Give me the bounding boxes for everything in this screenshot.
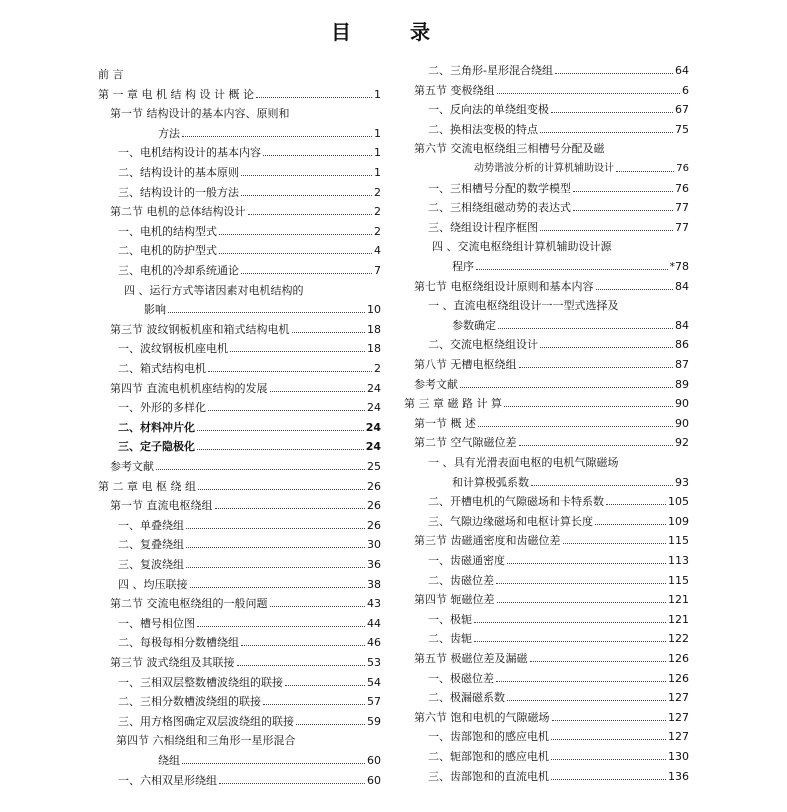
leader-dots <box>474 622 666 623</box>
leader-dots <box>186 567 365 568</box>
toc-entry <box>96 515 381 532</box>
toc-entry-label: 第 一 章 电 机 结 构 设 计 概 论 <box>98 87 254 101</box>
toc-entry <box>404 80 689 97</box>
toc-entry-label: 二、极漏磁系数 <box>428 691 505 705</box>
toc-entry-label: 第 二 章 电 枢 绕 组 <box>98 479 196 493</box>
toc-entry-label: 一、三相双层整数槽波绕组的联接 <box>118 675 283 689</box>
toc-entry <box>96 142 381 159</box>
leader-dots <box>504 406 673 407</box>
toc-entry-label: 参考文献 <box>110 460 154 473</box>
leader-dots <box>197 449 364 450</box>
toc-entry-page: 127 <box>668 710 689 724</box>
leader-dots <box>237 665 366 666</box>
leader-dots <box>507 563 666 564</box>
toc-entry <box>96 456 381 473</box>
toc-entry <box>404 413 689 430</box>
toc-entry-page: 109 <box>668 514 689 528</box>
leader-dots <box>186 547 365 548</box>
leader-dots <box>474 641 666 642</box>
toc-entry-page: 18 <box>367 342 381 356</box>
toc-entry-label: 第五节 极磁位差及漏磁 <box>414 652 528 665</box>
toc-entry-page: 36 <box>367 558 381 571</box>
toc-entry-page: 2 <box>374 224 381 238</box>
leader-dots <box>552 720 667 721</box>
toc-entry-label: 绕组 <box>158 754 180 767</box>
toc-entry <box>404 374 689 391</box>
toc-entry-page: 24 <box>367 381 381 395</box>
leader-dots <box>270 391 366 392</box>
leader-dots <box>197 430 364 431</box>
toc-entry-label: 一、槽号相位图 <box>118 616 195 630</box>
toc-entry <box>404 334 689 351</box>
leader-dots <box>241 273 372 274</box>
toc-entry-label: 三、气隙边缘磁场和电枢计算长度 <box>428 514 593 528</box>
toc-entry <box>404 393 689 410</box>
toc-entry-label: 四 、运行方式等诸因素对电机结构的 <box>124 283 304 297</box>
toc-entry <box>404 707 689 724</box>
toc-entry-label: 第五节 变极绕组 <box>414 83 495 97</box>
leader-dots <box>285 685 365 686</box>
toc-entry-page: 18 <box>367 322 381 336</box>
toc-entry-page: *78 <box>669 260 689 273</box>
toc-entry-page: 127 <box>668 730 689 744</box>
toc-entry <box>404 628 689 645</box>
leader-dots <box>497 93 681 94</box>
toc-entry <box>96 338 381 355</box>
toc-entry-label: 一、极磁位差 <box>428 671 494 685</box>
toc-entry <box>404 452 689 469</box>
toc-entry <box>96 436 381 453</box>
toc-entry <box>404 119 689 136</box>
toc-entry-label: 三、定子隐极化 <box>118 440 195 454</box>
toc-entry <box>404 138 689 155</box>
toc-entry <box>96 319 381 336</box>
toc-entry-label: 一、外形的多样化 <box>118 401 206 415</box>
toc-entry-page: 1 <box>374 126 381 140</box>
toc-entry-label: 第七节 电枢绕组设计原则和基本内容 <box>414 279 594 293</box>
toc-entry <box>96 84 381 101</box>
toc-entry-page: 4 <box>374 244 381 258</box>
leader-dots <box>186 528 365 529</box>
leader-dots <box>530 661 667 662</box>
leader-dots <box>263 155 372 156</box>
leader-dots <box>182 136 372 137</box>
leader-dots <box>182 763 365 764</box>
leader-dots <box>230 351 365 352</box>
toc-entry-page: 76 <box>675 181 689 195</box>
toc-entry-label: 第 三 章 磁 路 计 算 <box>404 397 502 411</box>
page-title: 目 录 <box>331 20 456 44</box>
toc-entry-label: 二、电机的防护型式 <box>118 244 217 258</box>
toc-entry-label: 二、三相绕组磁动势的表达式 <box>428 201 571 215</box>
toc-entry <box>404 570 689 587</box>
leader-dots <box>555 73 673 74</box>
toc-entry <box>96 476 381 493</box>
toc-entry-page: 44 <box>367 616 381 630</box>
leader-dots <box>551 739 666 740</box>
toc-entry <box>96 632 381 649</box>
toc-entry-label: 二、轭部饱和的感应电机 <box>428 750 549 763</box>
toc-entry-label: 一、电机的结构型式 <box>118 224 217 238</box>
toc-entry-label: 第一节 结构设计的基本内容、原则和 <box>110 107 290 121</box>
toc-entry-label: 一、齿部饱和的感应电机 <box>428 730 549 744</box>
toc-entry <box>96 711 381 728</box>
toc-entry <box>96 672 381 689</box>
toc-entry-label: 二、三角形-星形混合绕组 <box>428 64 553 77</box>
toc-entry-label: 一 、具有光滑表面电枢的电机气隙磁场 <box>428 456 619 469</box>
leader-dots <box>507 700 666 701</box>
toc-entry-label: 二、三相分数槽波绕组的联接 <box>118 695 261 709</box>
toc-entry-page: 75 <box>675 122 689 136</box>
toc-entry-page: 92 <box>675 436 689 450</box>
toc-entry <box>96 534 381 551</box>
toc-entry <box>404 746 689 763</box>
toc-entry <box>404 158 689 175</box>
leader-dots <box>241 195 372 196</box>
toc-entry-label: 二、箱式结构电机 <box>118 362 206 375</box>
toc-entry <box>404 197 689 214</box>
leader-dots <box>197 626 365 627</box>
toc-entry <box>96 378 381 395</box>
toc-entry <box>404 295 689 312</box>
toc-entry <box>96 260 381 277</box>
leader-dots <box>208 410 365 411</box>
toc-entry-page: 54 <box>367 675 381 689</box>
leader-dots <box>296 724 365 725</box>
toc-entry-page: 67 <box>675 103 689 117</box>
toc-entry-label: 程序 <box>452 260 474 273</box>
toc-entry-label: 第六节 交流电枢绕组三相槽号分配及磁 <box>414 142 605 156</box>
toc-entry <box>96 358 381 375</box>
toc-entry <box>96 554 381 571</box>
toc-entry <box>404 687 689 704</box>
leader-dots <box>263 704 365 705</box>
toc-entry-label: 二、交流电枢绕组设计 <box>428 338 538 352</box>
leader-dots <box>476 269 668 270</box>
leader-dots <box>460 387 673 388</box>
toc-entry-page: 53 <box>367 656 381 669</box>
leader-dots <box>573 191 673 192</box>
toc-entry-label: 二、换相法变极的特点 <box>428 122 538 136</box>
toc-entry-label: 一、极轭 <box>428 612 472 626</box>
leader-dots <box>595 524 666 525</box>
toc-entry-label: 第一节 直流电枢绕组 <box>110 499 213 513</box>
toc-entry-page: 115 <box>668 534 689 548</box>
toc-entry-label: 方法 <box>158 126 180 140</box>
toc-entry-label: 二、齿轭 <box>428 632 472 646</box>
toc-entry-page: 126 <box>668 652 689 665</box>
toc-entry-label: 二、材料冲片化 <box>118 420 195 434</box>
toc-entry <box>96 750 381 767</box>
toc-entry <box>96 240 381 257</box>
toc-entry <box>404 178 689 195</box>
toc-entry-label: 参考文献 <box>414 377 458 391</box>
toc-entry-page: 77 <box>675 220 689 234</box>
toc-entry-page: 87 <box>675 358 689 371</box>
leader-dots <box>498 328 673 329</box>
toc-entry <box>96 182 381 199</box>
toc-entry-page: 93 <box>675 475 689 489</box>
toc-entry-page: 84 <box>675 318 689 332</box>
leader-dots <box>219 234 372 235</box>
toc-entry <box>404 472 689 489</box>
toc-entry <box>96 593 381 610</box>
toc-entry <box>96 495 381 512</box>
toc-entry <box>404 354 689 371</box>
leader-dots <box>540 230 673 231</box>
toc-entry <box>404 217 689 234</box>
toc-entry-label: 影响 <box>144 303 166 317</box>
toc-entry-label: 三、绕组设计程序框图 <box>428 220 538 234</box>
leader-dots <box>241 175 372 176</box>
toc-entry-page: 1 <box>374 146 381 160</box>
toc-entry-page: 122 <box>668 632 689 646</box>
toc-entry-page: 6 <box>682 83 689 97</box>
leader-dots <box>551 779 666 780</box>
toc-entry-label: 二、每极每相分数槽绕组 <box>118 636 239 650</box>
toc-entry <box>96 123 381 140</box>
toc-entry-page: 59 <box>367 714 381 728</box>
leader-dots <box>270 606 366 607</box>
toc-entry <box>404 766 689 783</box>
toc-entry <box>404 315 689 332</box>
leader-dots <box>496 681 666 682</box>
toc-entry-page: 10 <box>367 303 381 317</box>
toc-entry-label: 一、齿磁通密度 <box>428 554 505 567</box>
toc-entry <box>96 221 381 238</box>
leader-dots <box>551 759 666 760</box>
toc-entry <box>96 64 381 81</box>
leader-dots <box>573 210 673 211</box>
toc-entry-page: 43 <box>367 597 381 611</box>
toc-entry-page: 90 <box>675 397 689 411</box>
toc-entry-label: 二、齿磁位差 <box>428 573 494 587</box>
toc-entry-label: 一、反向法的单绕组变极 <box>428 103 549 117</box>
toc-entry <box>404 530 689 547</box>
toc-entry <box>404 99 689 116</box>
toc-entry-page: 24 <box>365 440 381 454</box>
toc-entry-page: 38 <box>367 577 381 591</box>
toc-entry-page: 130 <box>668 750 689 763</box>
toc-entry-label: 二、结构设计的基本原则 <box>118 166 239 179</box>
toc-entry-label: 前 言 <box>98 68 124 81</box>
toc-entry-label: 一、六相双星形绕组 <box>118 773 217 787</box>
toc-entry-label: 和计算极弧系数 <box>452 475 529 489</box>
leader-dots <box>496 583 666 584</box>
toc-entry <box>404 668 689 685</box>
toc-entry <box>96 299 381 316</box>
toc-entry-label: 三、结构设计的一般方法 <box>118 185 239 199</box>
toc-entry-label: 二、开槽电机的气隙磁场和卡特系数 <box>428 495 604 509</box>
toc-entry-label: 第二节 空气隙磁位差 <box>414 436 517 450</box>
toc-entry-page: 1 <box>374 87 381 101</box>
toc-entry-label: 第二节 电机的总体结构设计 <box>110 205 246 219</box>
toc-entry-page: 77 <box>675 201 689 215</box>
toc-entry-label: 第二节 交流电枢绕组的一般问题 <box>110 597 268 611</box>
toc-entry <box>404 511 689 528</box>
toc-entry-page: 127 <box>668 691 689 705</box>
toc-entry-page: 24 <box>367 401 381 415</box>
toc-entry-page: 60 <box>367 773 381 787</box>
toc-entry-page: 1 <box>374 166 381 179</box>
toc-entry <box>96 613 381 630</box>
leader-dots <box>190 587 366 588</box>
leader-dots <box>156 469 365 470</box>
toc-entry <box>96 574 381 591</box>
leader-dots <box>219 783 365 784</box>
leader-dots <box>292 332 366 333</box>
toc-entry-page: 121 <box>668 593 689 607</box>
toc-entry-page: 84 <box>675 279 689 293</box>
toc-entry-label: 第八节 无槽电枢绕组 <box>414 358 517 371</box>
toc-entry <box>404 550 689 567</box>
toc-entry <box>96 162 381 179</box>
toc-entry <box>404 256 689 273</box>
toc-entry <box>96 730 381 747</box>
toc-entry-label: 第三节 波式绕组及其联接 <box>110 656 235 669</box>
leader-dots <box>208 371 372 372</box>
toc-entry <box>404 609 689 626</box>
leader-dots <box>478 426 673 427</box>
toc-entry-page: 2 <box>374 185 381 199</box>
toc-entry-label: 一 、直流电枢绕组设计一一型式选择及 <box>428 299 619 313</box>
toc-entry-label: 一、单叠绕组 <box>118 518 184 532</box>
toc-entry-page: 90 <box>675 416 689 430</box>
leader-dots <box>215 508 366 509</box>
toc-entry <box>404 726 689 743</box>
toc-entry <box>404 432 689 449</box>
toc-entry-page: 115 <box>668 573 689 587</box>
toc-entry <box>96 280 381 297</box>
leader-dots <box>540 132 673 133</box>
leader-dots <box>248 214 373 215</box>
toc-entry-page: 60 <box>367 754 381 767</box>
toc-entry-page: 113 <box>668 554 689 567</box>
toc-entry <box>404 276 689 293</box>
toc-entry-label: 一、电机结构设计的基本内容 <box>118 146 261 160</box>
toc-entry-label: 第三节 齿磁通密度和齿磁位差 <box>414 534 561 548</box>
leader-dots <box>540 347 673 348</box>
leader-dots <box>531 485 673 486</box>
leader-dots <box>219 253 372 254</box>
toc-entry-page: 136 <box>668 769 689 783</box>
toc-entry-page: 26 <box>367 499 381 513</box>
toc-entry-label: 一、三相槽号分配的数学模型 <box>428 181 571 195</box>
toc-entry-label: 三、复波绕组 <box>118 558 184 571</box>
toc-entry <box>96 691 381 708</box>
toc-entry <box>96 201 381 218</box>
toc-entry <box>96 770 381 787</box>
leader-dots <box>563 543 667 544</box>
toc-entry <box>96 397 381 414</box>
toc-entry <box>404 60 689 77</box>
toc-entry-label: 四 、交流电枢绕组计算机辅助设计源 <box>432 240 612 254</box>
toc-entry-page: 2 <box>374 205 381 219</box>
toc-entry <box>404 648 689 665</box>
toc-entry-label: 第四节 六相绕组和三角形一星形混合 <box>116 734 296 748</box>
toc-entry <box>96 652 381 669</box>
leader-dots <box>519 367 674 368</box>
leader-dots <box>596 289 674 290</box>
toc-entry-page: 24 <box>365 420 381 434</box>
leader-dots <box>241 645 365 646</box>
toc-entry-label: 三、用方格图确定双层波绕组的联接 <box>118 714 294 728</box>
toc-entry-page: 64 <box>675 64 689 77</box>
leader-dots <box>606 504 666 505</box>
toc-entry-page: 126 <box>668 671 689 685</box>
toc-entry <box>404 589 689 606</box>
toc-entry-page: 46 <box>367 636 381 650</box>
leader-dots <box>616 171 674 172</box>
toc-entry-label: 第一节 概 述 <box>414 416 476 430</box>
toc-entry-page: 76 <box>676 163 689 174</box>
toc-entry-label: 参数确定 <box>452 318 496 332</box>
toc-entry-page: 121 <box>668 612 689 626</box>
toc-entry-page: 26 <box>367 479 381 493</box>
toc-entry-page: 105 <box>668 495 689 509</box>
toc-entry-label: 第三节 波纹钢板机座和箱式结构电机 <box>110 322 290 336</box>
toc-entry-page: 25 <box>367 460 381 473</box>
toc-entry-label: 三、齿部饱和的直流电机 <box>428 769 549 783</box>
toc-entry-page: 7 <box>374 264 381 277</box>
toc-entry <box>96 417 381 434</box>
leader-dots <box>198 489 365 490</box>
toc-entry-label: 动势谐波分析的计算机辅助设计 <box>474 163 614 174</box>
toc-entry-label: 二、复叠绕组 <box>118 538 184 552</box>
toc-entry-page: 26 <box>367 518 381 532</box>
toc-entry-label: 一、波纹钢板机座电机 <box>118 342 228 356</box>
toc-entry-page: 57 <box>367 695 381 709</box>
leader-dots <box>256 97 372 98</box>
toc-entry-label: 三、电机的冷却系统通论 <box>118 264 239 277</box>
leader-dots <box>497 602 667 603</box>
leader-dots <box>551 112 673 113</box>
toc-entry-page: 89 <box>675 377 689 391</box>
toc-entry-page: 86 <box>675 338 689 352</box>
toc-entry <box>96 103 381 120</box>
toc-entry <box>404 236 689 253</box>
toc-entry-label: 第四节 轭磁位差 <box>414 593 495 607</box>
toc-entry <box>404 491 689 508</box>
toc-entry-page: 30 <box>367 538 381 552</box>
toc-entry-label: 第六节 饱和电机的气隙磁场 <box>414 710 550 724</box>
toc-entry-page: 2 <box>374 362 381 375</box>
toc-entry-label: 第四节 直流电机机座结构的发展 <box>110 381 268 395</box>
toc-entry-label: 四 、均压联接 <box>118 577 188 591</box>
leader-dots <box>519 445 674 446</box>
leader-dots <box>168 312 365 313</box>
